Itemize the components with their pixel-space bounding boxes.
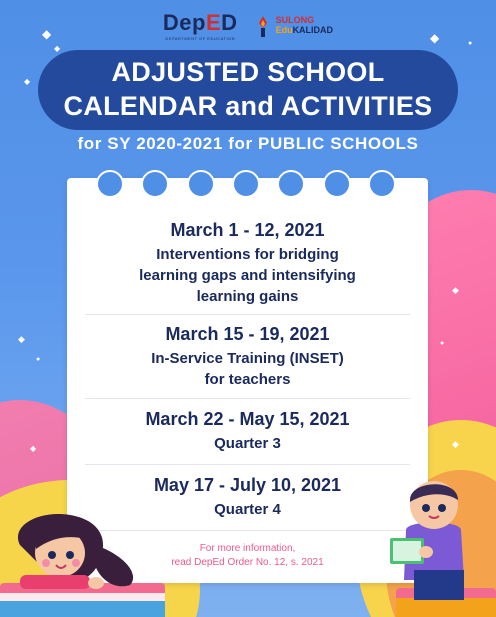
binder-hole xyxy=(323,170,351,198)
sparkle-icon: ● xyxy=(36,356,41,363)
sparkle-icon: ● xyxy=(468,40,473,47)
deped-logo: DepED DEPARTMENT OF EDUCATION xyxy=(162,10,238,41)
entry-date: March 1 - 12, 2021 xyxy=(170,220,325,240)
entry-date: March 22 - May 15, 2021 xyxy=(145,409,350,429)
calendar-entry xyxy=(67,220,428,307)
binder-hole xyxy=(368,170,396,198)
sparkle-icon: ◆ xyxy=(18,334,25,344)
divider xyxy=(85,464,410,465)
sparkle-icon: ◆ xyxy=(24,77,31,86)
page-title-line-1: ADJUSTED SCHOOL xyxy=(111,57,385,87)
sulong-edukalidad-logo: SULONG EduKALIDAD xyxy=(254,14,334,38)
sparkle-icon: ◆ xyxy=(42,27,52,41)
calendar-entry xyxy=(67,324,428,390)
sparkle-icon: ◆ xyxy=(452,285,459,295)
sparkle-icon: ◆ xyxy=(430,31,440,45)
entry-description: Interventions for bridging learning gaps and intensifying learning gains xyxy=(139,246,356,305)
sparkle-icon: ◆ xyxy=(54,44,61,53)
boy-illustration xyxy=(376,470,496,617)
sulong-torch-icon xyxy=(254,14,272,38)
page-title-line-2: CALENDAR and ACTIVITIES xyxy=(63,91,433,121)
calendar-entry xyxy=(67,409,428,454)
entry-description: In-Service Training (INSET) for teachers xyxy=(151,350,344,388)
binder-hole xyxy=(96,170,124,198)
entry-description: Quarter 4 xyxy=(214,501,281,518)
binder-hole xyxy=(141,170,169,198)
sparkle-icon: ● xyxy=(440,340,445,347)
info-note: For more information, read DepEd Order No. 12, s. 2021 xyxy=(171,543,324,568)
page-subtitle: for SY 2020-2021 for PUBLIC SCHOOLS xyxy=(77,134,419,153)
entry-date: March 15 - 19, 2021 xyxy=(165,324,330,344)
logo-bar xyxy=(0,10,496,41)
binder-holes xyxy=(96,170,396,198)
binder-hole xyxy=(277,170,305,198)
divider xyxy=(85,314,410,315)
sparkle-icon: ◆ xyxy=(30,444,37,453)
entry-date: May 17 - July 10, 2021 xyxy=(153,475,342,495)
binder-hole xyxy=(232,170,260,198)
binder-hole xyxy=(187,170,215,198)
entry-description: Quarter 3 xyxy=(214,435,281,452)
sparkle-icon: ◆ xyxy=(452,439,459,449)
girl-illustration xyxy=(0,505,170,617)
divider xyxy=(85,398,410,399)
